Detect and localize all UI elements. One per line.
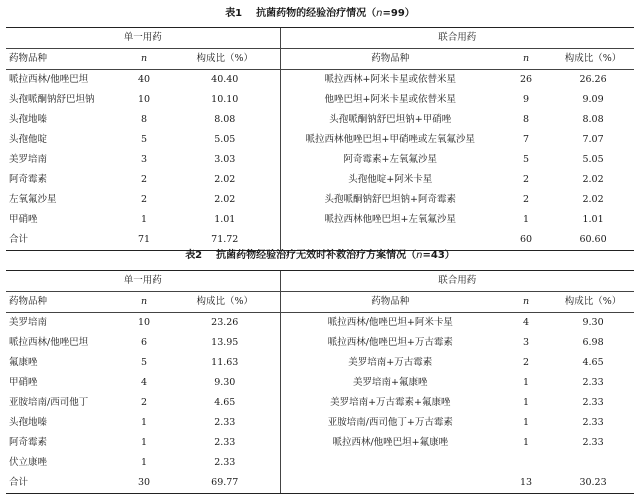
combo-n-cell: 2	[523, 174, 530, 185]
single-n-cell: 40	[137, 74, 151, 85]
single-ratio-cell: 3.03	[214, 154, 236, 165]
combo-ratio-cell: 2.02	[582, 174, 604, 185]
table2-caption-text: 抗菌药物经验治疗无效时补救治疗方案情况（	[216, 250, 417, 261]
single-drug-cell: 美罗培南	[9, 317, 48, 328]
combo-n-cell: 4	[523, 317, 530, 328]
combo-n-cell: 5	[523, 154, 530, 165]
combo-n-cell: 26	[519, 74, 533, 85]
table-row	[6, 110, 634, 130]
single-drug-cell: 亚胺培南/西司他丁	[9, 397, 89, 408]
single-drug-cell: 左氧氟沙星	[9, 194, 57, 205]
single-n-cell: 2	[140, 397, 148, 408]
single-ratio-cell: 13.95	[211, 337, 239, 348]
single-n-cell: 8	[140, 114, 148, 125]
single-ratio-cell: 40.40	[211, 74, 239, 85]
single-ratio-cell: 2.33	[214, 417, 236, 428]
table1-header-combo-n: n	[500, 49, 552, 70]
single-ratio-cell: 8.08	[214, 114, 236, 125]
combo-drug-cell: 哌拉西林/他唑巴坦+阿米卡星	[280, 313, 500, 334]
table1-caption-number: 表1	[225, 8, 243, 19]
single-ratio-cell: 1.01	[214, 214, 236, 225]
combo-ratio-cell: 2.33	[582, 437, 604, 448]
combo-drug-cell: 哌拉西林/他唑巴坦+氟康唑	[280, 433, 500, 453]
single-drug-cell: 阿奇霉素	[9, 437, 48, 448]
single-n-cell: 5	[140, 357, 148, 368]
single-n-cell: 10	[137, 94, 151, 105]
table1-group-combo: 联合用药	[280, 28, 634, 49]
table2-header-n: n	[118, 292, 170, 313]
single-ratio-cell: 2.02	[214, 174, 236, 185]
table-row	[6, 210, 634, 230]
table2-caption	[0, 246, 640, 261]
combo-ratio-cell: 6.98	[582, 337, 604, 348]
table-row	[6, 373, 634, 393]
table-row	[6, 90, 634, 110]
table-row	[6, 433, 634, 453]
combo-n-cell: 13	[500, 473, 552, 494]
single-ratio-cell: 2.02	[214, 194, 236, 205]
table1	[6, 27, 634, 251]
combo-ratio-cell: 4.65	[582, 357, 604, 368]
table2	[6, 270, 634, 494]
combo-drug-cell: 头孢他啶+阿米卡星	[280, 170, 500, 190]
combo-drug-cell: 美罗培南+万古霉素+氟康唑	[280, 393, 500, 413]
combo-ratio-cell: 2.33	[582, 397, 604, 408]
table2-group-row	[6, 271, 634, 292]
single-ratio-cell: 71.72	[170, 230, 280, 251]
combo-n-cell: 1	[523, 417, 530, 428]
table2-header-drug: 药物品种	[6, 292, 118, 313]
combo-drug-cell: 美罗培南+万古霉素	[280, 353, 500, 373]
single-ratio-cell: 2.33	[214, 437, 236, 448]
combo-n-cell: 8	[523, 114, 530, 125]
table1-caption-tail: =99）	[382, 8, 415, 19]
single-n-cell: 3	[140, 154, 148, 165]
single-drug-cell: 哌拉西林/他唑巴坦	[9, 74, 89, 85]
combo-n-cell: 2	[523, 357, 530, 368]
single-ratio-cell: 11.63	[211, 357, 239, 368]
single-drug-cell: 头孢他啶	[9, 134, 48, 145]
single-ratio-cell: 23.26	[211, 317, 239, 328]
combo-drug-cell: 哌拉西林他唑巴坦+左氧氟沙星	[280, 210, 500, 230]
single-n-cell: 2	[140, 194, 148, 205]
single-drug-cell: 甲硝唑	[9, 377, 38, 388]
table-row	[6, 150, 634, 170]
combo-ratio-cell: 2.33	[582, 417, 604, 428]
table-row	[6, 453, 634, 473]
combo-drug-cell: 他唑巴坦+阿米卡星或依替米星	[280, 90, 500, 110]
combo-ratio-cell: 9.30	[582, 317, 604, 328]
table2-header-combo-ratio: 构成比（%）	[552, 292, 634, 313]
table1-header-drug: 药物品种	[6, 49, 118, 70]
single-n-cell: 2	[140, 174, 148, 185]
combo-drug-cell: 美罗培南+氟康唑	[280, 373, 500, 393]
table1-caption	[0, 4, 640, 19]
table2-header-row	[6, 292, 634, 313]
combo-n-cell: 1	[523, 397, 530, 408]
single-drug-cell: 伏立康唑	[9, 457, 48, 468]
single-n-cell: 10	[137, 317, 151, 328]
table2-group-combo: 联合用药	[280, 271, 634, 292]
combo-ratio-cell: 30.23	[552, 473, 634, 494]
combo-ratio-cell: 26.26	[579, 74, 607, 85]
single-n-cell: 71	[118, 230, 170, 251]
single-n-cell: 1	[140, 457, 148, 468]
table-row	[6, 130, 634, 150]
combo-n-cell: 3	[523, 337, 530, 348]
table-row	[6, 70, 634, 91]
table1-header-row	[6, 49, 634, 70]
single-drug-cell: 氟康唑	[9, 357, 38, 368]
combo-drug-cell: 哌拉西林/他唑巴坦+万古霉素	[280, 333, 500, 353]
combo-n-cell	[500, 453, 552, 473]
combo-ratio-cell: 60.60	[552, 230, 634, 251]
combo-n-cell: 1	[523, 437, 530, 448]
combo-drug-cell: 阿奇霉素+左氧氟沙星	[280, 150, 500, 170]
table2-header-combo-drug: 药物品种	[280, 292, 500, 313]
table-row	[6, 413, 634, 433]
single-n-cell: 1	[140, 437, 148, 448]
combo-n-cell: 60	[500, 230, 552, 251]
table1-header-combo-ratio: 构成比（%）	[552, 49, 634, 70]
table-row	[6, 473, 634, 494]
table-row	[6, 393, 634, 413]
combo-ratio-cell	[552, 453, 634, 473]
table-row	[6, 190, 634, 210]
combo-drug-cell: 亚胺培南/西司他丁+万古霉素	[280, 413, 500, 433]
combo-n-cell: 2	[523, 194, 530, 205]
combo-ratio-cell: 5.05	[582, 154, 604, 165]
table2-body	[6, 313, 634, 494]
table2-header-ratio: 构成比（%）	[170, 292, 280, 313]
table1-header-n: n	[118, 49, 170, 70]
table-row	[6, 170, 634, 190]
single-n-cell: 1	[140, 214, 148, 225]
combo-ratio-cell: 7.07	[582, 134, 604, 145]
table2-caption-n: n	[416, 250, 423, 261]
single-n-cell: 5	[140, 134, 148, 145]
table-row	[6, 353, 634, 373]
table2-header-combo-n: n	[500, 292, 552, 313]
table2-caption-number: 表2	[185, 250, 203, 261]
combo-drug-cell: 哌拉西林+阿米卡星或依替米星	[280, 70, 500, 91]
table1-body	[6, 70, 634, 251]
single-n-cell: 1	[140, 417, 148, 428]
table-row	[6, 333, 634, 353]
table2-caption-tail: =43）	[422, 250, 455, 261]
combo-n-cell: 7	[523, 134, 530, 145]
table1-group-row	[6, 28, 634, 49]
table1-header-ratio: 构成比（%）	[170, 49, 280, 70]
combo-ratio-cell: 8.08	[582, 114, 604, 125]
combo-drug-cell	[280, 453, 500, 473]
single-drug-cell: 合计	[6, 230, 118, 251]
single-ratio-cell: 9.30	[214, 377, 236, 388]
combo-drug-cell: 头孢哌酮钠舒巴坦钠+阿奇霉素	[280, 190, 500, 210]
single-drug-cell: 美罗培南	[9, 154, 48, 165]
combo-drug-cell: 哌拉西林他唑巴坦+甲硝唑或左氧氟沙星	[280, 130, 500, 150]
single-ratio-cell: 69.77	[170, 473, 280, 494]
single-n-cell: 6	[140, 337, 148, 348]
combo-ratio-cell: 1.01	[582, 214, 604, 225]
single-drug-cell: 甲硝唑	[9, 214, 38, 225]
combo-ratio-cell: 2.02	[582, 194, 604, 205]
single-n-cell: 30	[118, 473, 170, 494]
single-ratio-cell: 4.65	[214, 397, 236, 408]
combo-drug-cell	[280, 473, 500, 494]
combo-drug-cell: 头孢哌酮钠舒巴坦钠+甲硝唑	[280, 110, 500, 130]
single-drug-cell: 阿奇霉素	[9, 174, 48, 185]
combo-ratio-cell: 9.09	[582, 94, 604, 105]
combo-n-cell: 9	[523, 94, 530, 105]
table1-caption-text: 抗菌药物的经验治疗情况（	[256, 8, 377, 19]
table-row	[6, 313, 634, 334]
table1-caption-n: n	[376, 8, 383, 19]
single-ratio-cell: 5.05	[214, 134, 236, 145]
single-drug-cell: 头孢地嗪	[9, 114, 48, 125]
table1-group-single: 单一用药	[6, 28, 280, 49]
single-n-cell: 4	[140, 377, 148, 388]
single-drug-cell: 头孢地嗪	[9, 417, 48, 428]
single-drug-cell: 头孢哌酮钠舒巴坦钠	[9, 94, 95, 105]
combo-n-cell: 1	[523, 214, 530, 225]
single-ratio-cell: 10.10	[211, 94, 239, 105]
single-ratio-cell: 2.33	[214, 457, 236, 468]
combo-n-cell: 1	[523, 377, 530, 388]
single-drug-cell: 合计	[6, 473, 118, 494]
table2-group-single: 单一用药	[6, 271, 280, 292]
table1-header-combo-drug: 药物品种	[280, 49, 500, 70]
combo-ratio-cell: 2.33	[582, 377, 604, 388]
single-drug-cell: 哌拉西林/他唑巴坦	[9, 337, 89, 348]
